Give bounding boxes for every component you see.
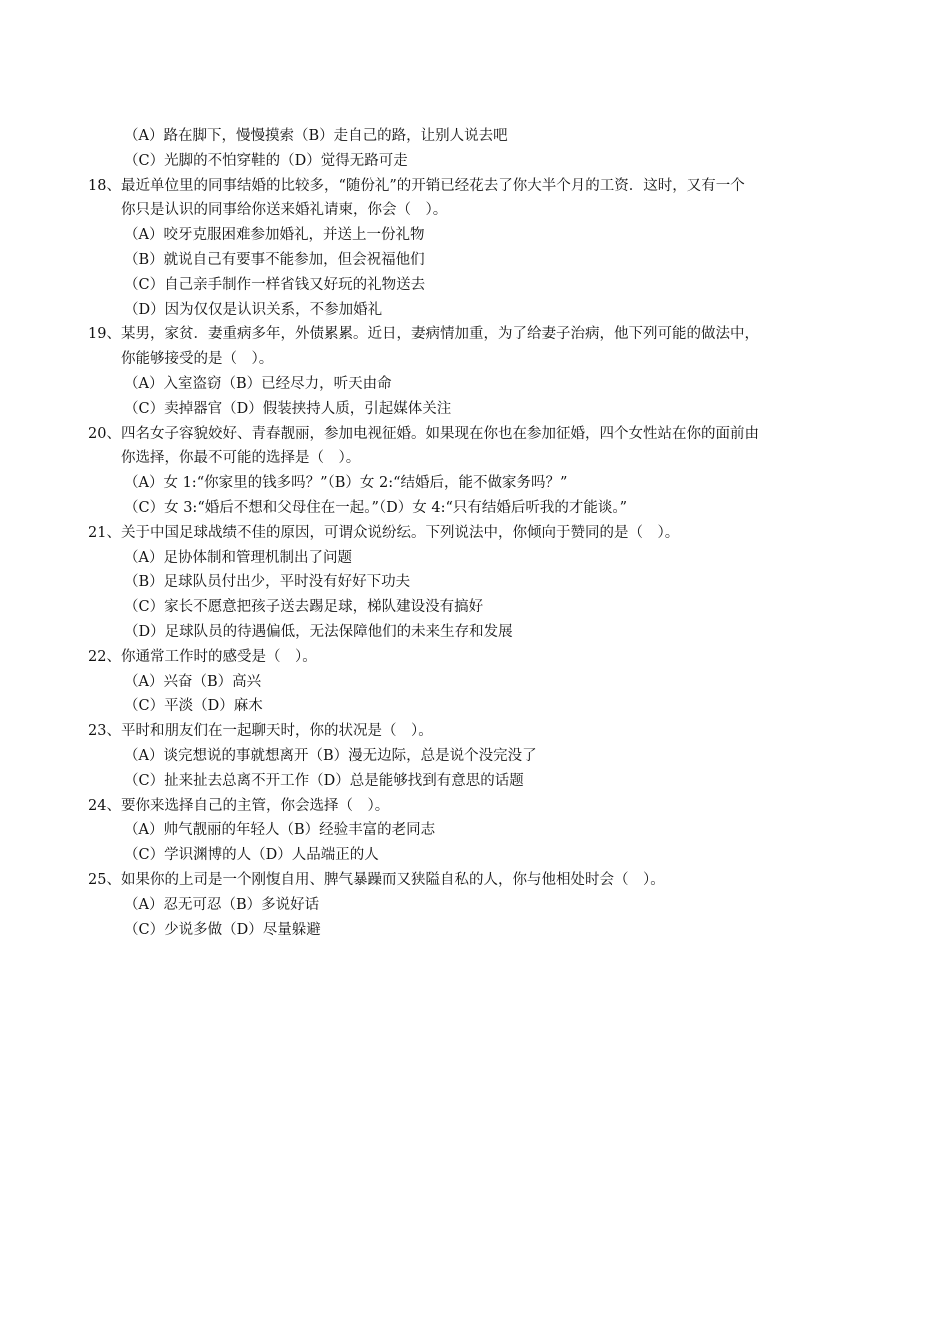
option-line: （B）就说自己有要事不能参加，但会祝福他们 [124, 251, 425, 268]
document-page [88, 124, 878, 942]
option-line: （D）足球队员的待遇偏低，无法保障他们的未来生存和发展 [124, 623, 513, 640]
option-line: （A）女 1:“你家里的钱多吗？”（B）女 2:“结婚后，能不做家务吗？” [124, 475, 568, 492]
option-line: （C）学识渊博的人（D）人品端正的人 [124, 847, 379, 864]
question-25: 25、如果你的上司是一个刚愎自用、脾气暴躁而又狭隘自私的人，你与他相处时会（ ）。 [88, 871, 665, 888]
question-23: 23、平时和朋友们在一起聊天时，你的状况是（ ）。 [88, 723, 433, 740]
option-line: （D）因为仅仅是认识关系，不参加婚礼 [124, 301, 383, 318]
option-line: （C）家长不愿意把孩子送去踢足球，梯队建设没有搞好 [124, 599, 484, 616]
question-18: 18、最近单位里的同事结婚的比较多，“随份礼”的开销已经花去了你大半个月的工资．这时，又有一个 [88, 177, 745, 194]
option-line: （A）入室盗窃（B）已经尽力，听天由命 [124, 375, 392, 392]
option-line: （A）忍无可忍（B）多说好话 [124, 896, 320, 913]
option-line: （B）足球队员付出少，平时没有好好下功夫 [124, 574, 411, 591]
option-line: （C）自己亲手制作一样省钱又好玩的礼物送去 [124, 276, 426, 293]
question-continuation: 你只是认识的同事给你送来婚礼请柬，你会（ ）。 [121, 202, 448, 219]
option-line: （C）女 3:“婚后不想和父母住在一起。”（D）女 4:“只有结婚后听我的才能谈。” [124, 499, 628, 516]
question-24: 24、要你来选择自己的主管，你会选择（ ）。 [88, 797, 390, 814]
option-line: （A）兴奋（B）高兴 [124, 673, 262, 690]
option-line: （C）平淡（D）麻木 [124, 698, 263, 715]
option-line: （C）光脚的不怕穿鞋的（D）觉得无路可走 [124, 152, 408, 169]
question-21: 21、关于中国足球战绩不佳的原因，可谓众说纷纭。下列说法中，你倾向于赞同的是（ ）。 [88, 524, 680, 541]
option-line: （A）路在脚下，慢慢摸索（B）走自己的路，让别人说去吧 [124, 128, 508, 144]
question-20: 20、四名女子容貌姣好、青春靓丽，参加电视征婚。如果现在你也在参加征婚，四个女性站在你的面前由 [88, 425, 759, 442]
option-line: （A）谈完想说的事就想离开（B）漫无边际，总是说个没完没了 [124, 747, 537, 764]
option-line: （C）扯来扯去总离不开工作（D）总是能够找到有意思的话题 [124, 772, 524, 789]
option-line: （A）咬牙克服困难参加婚礼，并送上一份礼物 [124, 227, 425, 244]
question-22: 22、你通常工作时的感受是（ ）。 [88, 648, 317, 665]
question-19: 19、某男，家贫．妻重病多年，外债累累。近日，妻病情加重，为了给妻子治病，他下列可能的做法中， [88, 326, 759, 343]
option-line: （C）卖掉器官（D）假装挟持人质，引起媒体关注 [124, 400, 452, 417]
question-continuation: 你选择，你最不可能的选择是（ ）。 [121, 450, 361, 467]
question-continuation: 你能够接受的是（ ）。 [121, 351, 274, 368]
option-line: （A）帅气靓丽的年轻人（B）经验丰富的老同志 [124, 822, 436, 839]
option-line: （C）少说多做（D）尽量躲避 [124, 921, 321, 938]
option-line: （A）足协体制和管理机制出了问题 [124, 549, 352, 566]
